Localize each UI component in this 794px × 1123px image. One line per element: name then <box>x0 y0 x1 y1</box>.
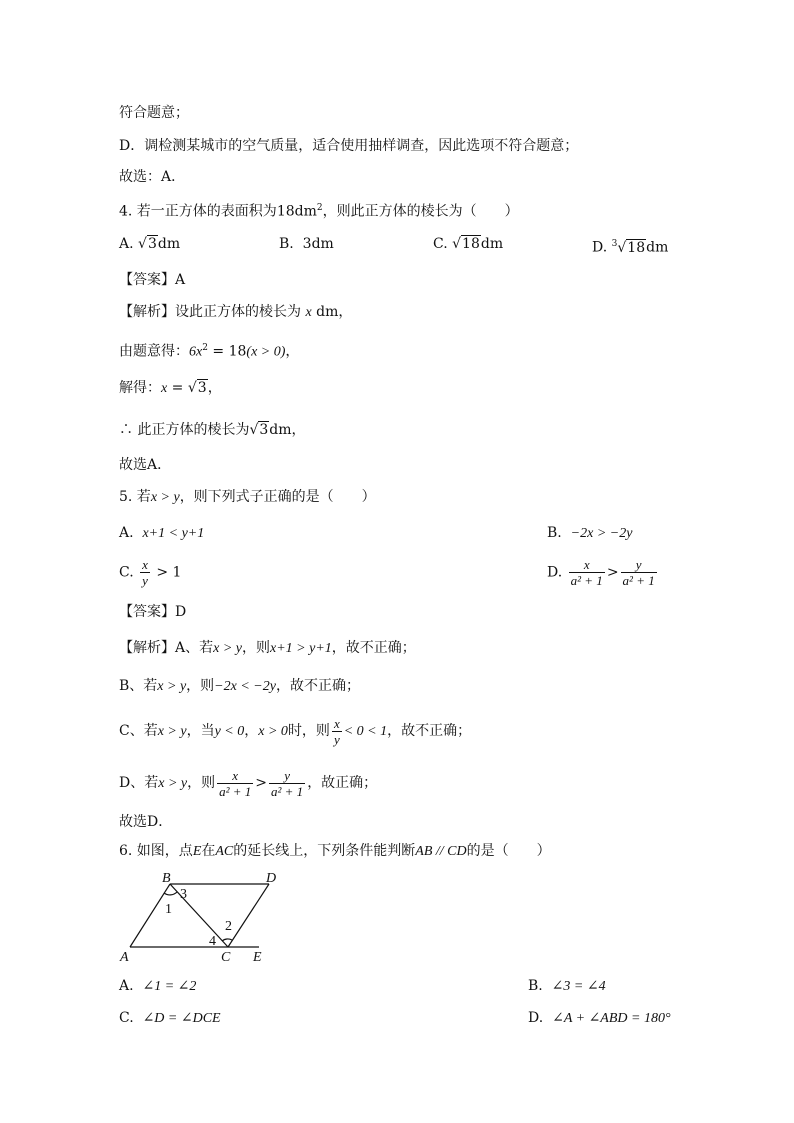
label-b: B <box>162 871 171 886</box>
q6-stem <box>119 841 551 862</box>
label-d: D <box>266 871 277 886</box>
sqrt: √18 <box>617 239 646 256</box>
q4-answer <box>119 270 185 290</box>
text: 4. 若一正方体的表面积为 <box>119 203 277 220</box>
text: ，当 <box>186 723 215 739</box>
math: x+1 > y+1 <box>270 641 332 656</box>
text: ∴ 此正方体的棱长为 <box>119 422 250 438</box>
math: x > y <box>157 679 187 694</box>
math: 6x <box>189 344 203 360</box>
sup: 2 <box>202 343 208 353</box>
q4-option-d <box>592 234 668 258</box>
fraction <box>621 557 657 588</box>
math: −2x < −2y <box>214 679 276 694</box>
q5-end <box>119 812 172 832</box>
text: 解得： <box>119 380 161 396</box>
label-angle-1: 1 <box>165 902 172 917</box>
math: = <box>167 380 188 396</box>
option-label: D. <box>592 239 608 256</box>
label-angle-4: 4 <box>209 934 216 949</box>
option-label: C. <box>119 1010 134 1026</box>
radicand: 3 <box>259 422 269 438</box>
sqrt: √3 <box>187 380 207 396</box>
text: ，则 <box>187 775 216 791</box>
unit: dm <box>646 239 669 256</box>
radicand: 18 <box>627 239 646 256</box>
segment-cd <box>228 884 269 947</box>
option-label: B. <box>547 525 562 541</box>
q5-option-d <box>547 557 659 588</box>
q5-stem <box>119 487 376 508</box>
numerator: x <box>217 768 253 784</box>
q5-solution-b <box>119 676 360 697</box>
numerator: x <box>333 715 340 731</box>
math: x > y <box>158 776 188 791</box>
sup: 2 <box>316 203 323 213</box>
math: ∠3 = ∠4 <box>551 979 606 994</box>
text: ，则 <box>186 678 215 694</box>
label-angle-2: 2 <box>225 919 232 934</box>
unit: dm <box>480 236 504 252</box>
label-angle-3: 3 <box>180 887 187 902</box>
denominator: y <box>333 731 340 747</box>
math: = 18 <box>207 343 247 360</box>
fraction <box>569 557 605 588</box>
q4-solution-3 <box>119 378 222 399</box>
option-label: D. <box>528 1010 544 1026</box>
sqrt: √3 <box>138 236 157 252</box>
text: ，故不正确； <box>387 723 472 739</box>
radicand: 3 <box>147 236 157 252</box>
option-label: D. <box>547 564 563 581</box>
math: x > 0 <box>258 724 288 739</box>
fraction <box>217 768 253 799</box>
text: 故选A． <box>119 457 172 473</box>
q6-option-d <box>528 1008 671 1029</box>
answer: 【答案】A <box>119 272 186 288</box>
fraction <box>140 557 150 588</box>
q4-solution-1 <box>119 302 352 323</box>
math: 18dm <box>276 203 317 220</box>
math: E <box>192 844 202 859</box>
math: > 1 <box>156 564 182 581</box>
text: 故选D． <box>119 814 173 830</box>
fraction <box>269 768 305 799</box>
q5-option-a <box>119 523 204 544</box>
text: 【解析】A、若 <box>119 640 214 656</box>
text: 符合题意； <box>119 105 189 121</box>
angle-arc-c <box>222 939 232 941</box>
text: ， <box>207 380 222 396</box>
unit: dm <box>157 236 181 252</box>
math: AB // CD <box>415 844 467 859</box>
math: x <box>161 381 168 396</box>
q4-solution-2 <box>119 338 299 363</box>
math: ∠D = ∠DCE <box>142 1011 221 1026</box>
line-1 <box>119 103 189 123</box>
math: AC <box>215 844 234 859</box>
text: ， <box>244 723 259 739</box>
text: ，故正确； <box>307 775 378 791</box>
text: C、若 <box>119 723 158 739</box>
math: x > y <box>157 724 187 739</box>
text: 的延长线上，下列条件能判断 <box>233 843 416 859</box>
label-e: E <box>253 950 262 964</box>
radicand: 18 <box>462 236 480 252</box>
math: x > y <box>150 490 180 505</box>
label-c: C <box>221 950 231 964</box>
text: B、若 <box>119 678 158 694</box>
text: ， <box>285 343 300 360</box>
q5-option-c <box>119 557 181 588</box>
text: 5. 若 <box>119 489 151 505</box>
radicand: 3 <box>197 380 207 396</box>
text: ，故不正确； <box>331 640 416 656</box>
numerator: y <box>621 557 657 573</box>
line-3 <box>119 167 185 187</box>
option-label: A. <box>119 978 134 994</box>
q4-stem <box>119 198 519 222</box>
text: 时，则 <box>287 723 330 739</box>
line-2 <box>119 136 578 156</box>
q6-option-a <box>119 976 196 997</box>
sqrt: √3 <box>249 422 269 438</box>
numerator: x <box>569 557 605 573</box>
denominator: a² + 1 <box>271 783 304 799</box>
math: > <box>255 775 268 791</box>
text: ，则 <box>242 640 270 656</box>
math: x > y <box>213 641 242 656</box>
math: x+1 < y+1 <box>142 526 205 541</box>
option-label: C. <box>433 236 448 252</box>
q4-solution-4 <box>119 420 306 440</box>
text: 故选：A． <box>119 169 186 185</box>
text: dm， <box>269 422 306 438</box>
text: 的是（ ） <box>466 843 551 859</box>
math: ∠1 = ∠2 <box>142 979 197 994</box>
q6-option-c <box>119 1008 221 1029</box>
answer: 【答案】D <box>119 604 187 620</box>
label-a: A <box>120 950 129 964</box>
option-label: A. <box>119 236 134 252</box>
denominator: y <box>142 573 148 588</box>
math: ∠A + ∠ABD = 180° <box>552 1011 671 1026</box>
text: 6. 如图，点 <box>119 843 193 859</box>
math: x <box>305 305 312 320</box>
q6-option-b <box>528 976 606 997</box>
option-label: C. <box>119 564 134 581</box>
math: < 0 < 1 <box>343 724 388 739</box>
math: y < 0 <box>214 724 245 739</box>
text: ，则下列式子正确的是（ ） <box>179 489 376 505</box>
option-label: B. <box>528 978 543 994</box>
text: ，则此正方体的棱长为（ ） <box>322 203 519 220</box>
denominator: a² + 1 <box>219 783 252 799</box>
text: 由题意得： <box>119 343 189 360</box>
option-label: A. <box>119 525 134 541</box>
text: D．调检测某城市的空气质量，适合使用抽样调查，因此选项不符合题意； <box>119 138 579 154</box>
q5-solution-c <box>119 713 471 750</box>
numerator: y <box>269 768 305 784</box>
math: (x > 0) <box>246 344 286 360</box>
segment-bc <box>170 884 228 947</box>
text: 在 <box>201 843 216 859</box>
q4-end <box>119 455 171 475</box>
denominator: a² + 1 <box>570 573 603 588</box>
q5-solution-a <box>119 638 416 659</box>
q4-option-c <box>433 234 503 254</box>
option-text: 3dm <box>302 236 334 252</box>
math: −2x > −2y <box>570 526 633 541</box>
text: dm， <box>316 304 353 320</box>
fraction <box>332 716 342 747</box>
text: 【解析】设此正方体的棱长为 <box>119 304 301 320</box>
denominator: a² + 1 <box>622 573 655 588</box>
q5-solution-d <box>119 765 377 802</box>
angle-arc-b <box>164 892 177 895</box>
q4-option-a <box>119 234 180 254</box>
text: D、若 <box>119 775 159 791</box>
root-index: 3 <box>611 239 618 249</box>
numerator: x <box>142 557 148 572</box>
q4-option-b <box>279 234 334 254</box>
geometry-figure <box>118 868 288 964</box>
math: > <box>606 564 619 581</box>
option-label: B. <box>279 236 294 252</box>
q5-answer <box>119 602 186 622</box>
text: ，故不正确； <box>275 678 360 694</box>
sqrt: √18 <box>452 236 480 252</box>
q5-option-b <box>547 523 632 544</box>
